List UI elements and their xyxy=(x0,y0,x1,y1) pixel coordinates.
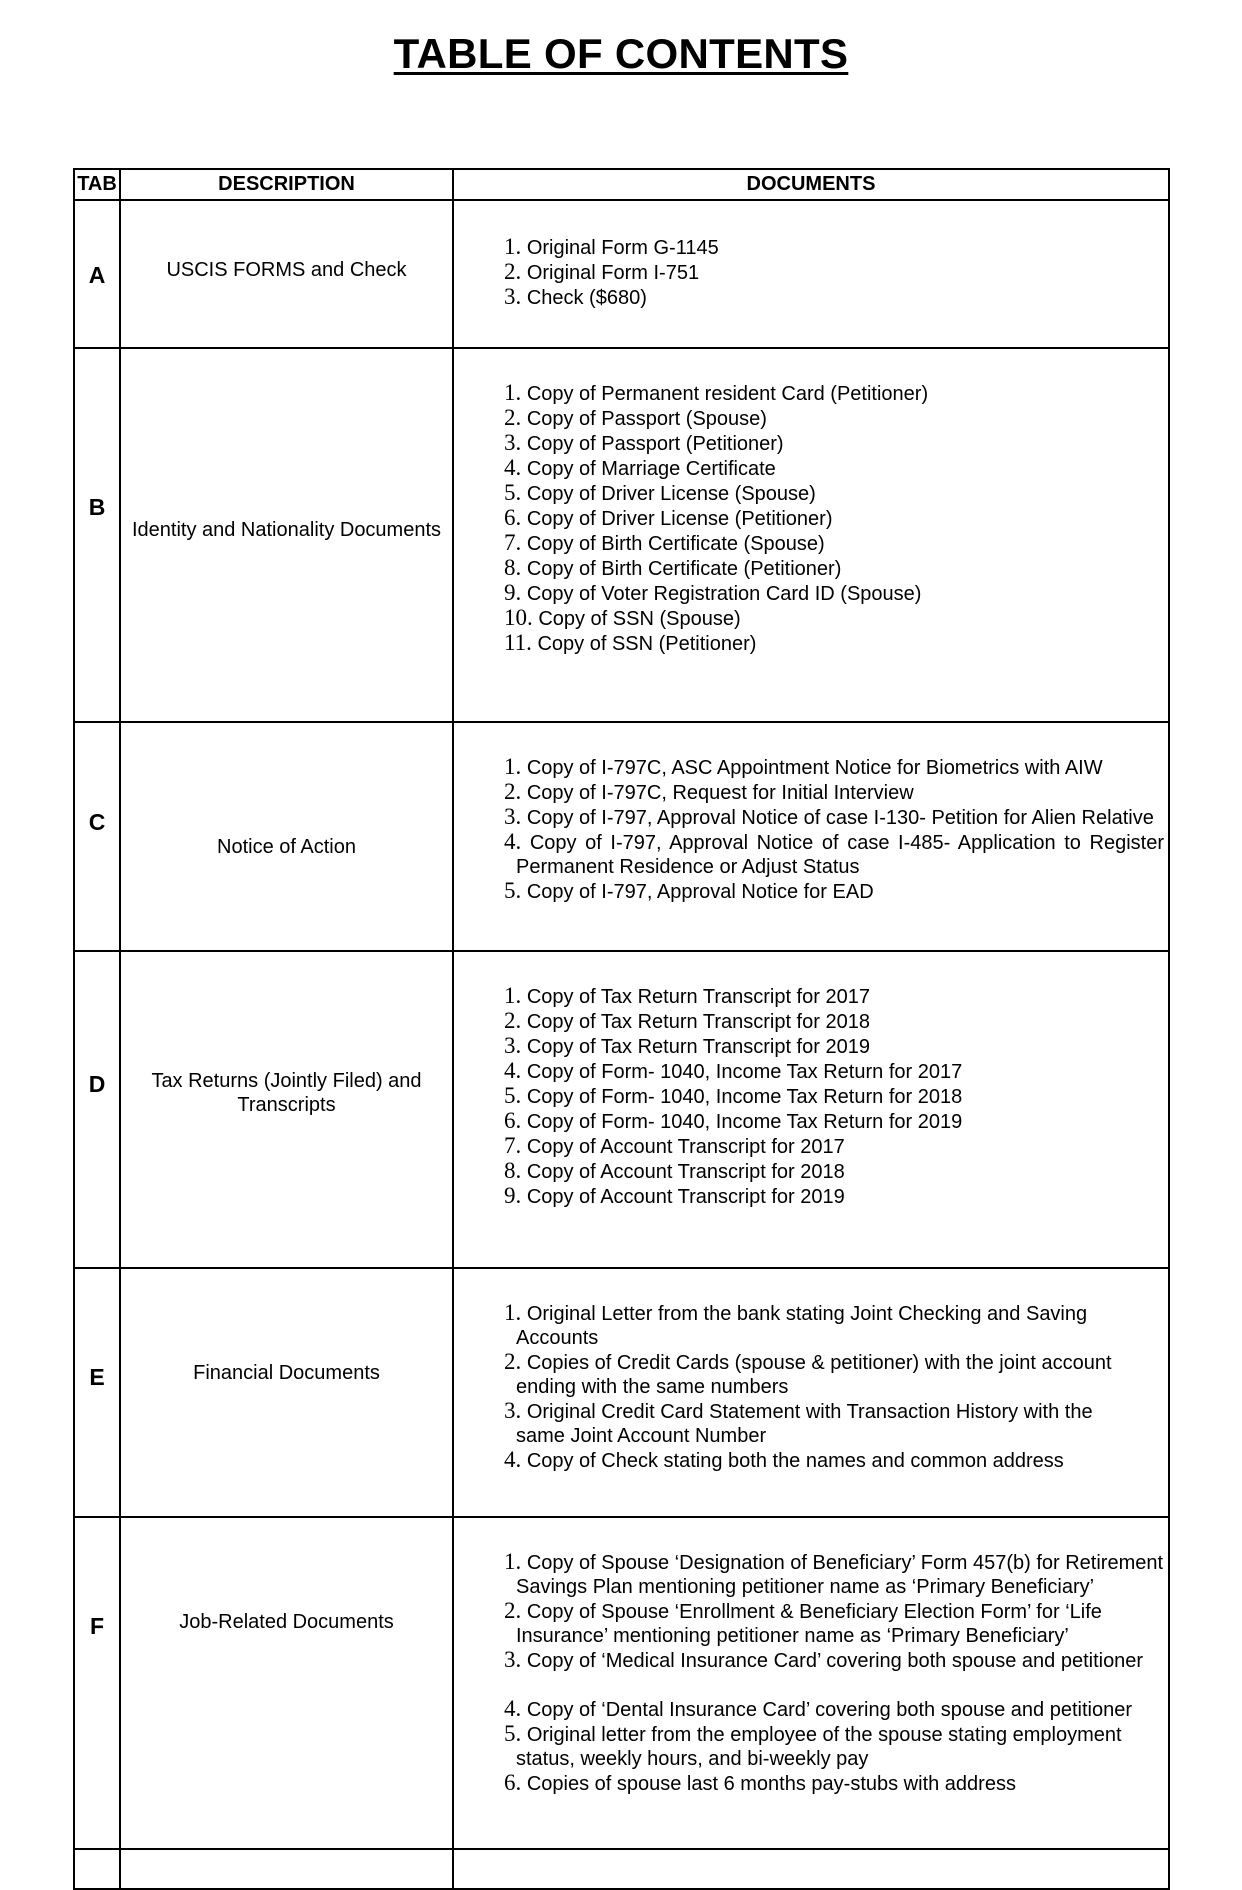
document-list xyxy=(454,1550,1168,1796)
header-tab: TAB xyxy=(74,169,120,200)
table-row xyxy=(74,200,1169,348)
row-description: Notice of Action xyxy=(120,722,453,951)
list-item: 5. Copy of Driver License (Spouse) xyxy=(504,480,816,505)
list-item: 6. Copy of Driver License (Petitioner) xyxy=(504,505,833,530)
list-item: 4. Copy of Check stating both the names and common address xyxy=(504,1447,1064,1472)
table-row xyxy=(74,1517,1169,1849)
list-item: 7. Copy of Account Transcript for 2017 xyxy=(504,1133,845,1158)
list-item: 4. Copy of ‘Dental Insurance Card’ covering both spouse and petitioner xyxy=(504,1696,1132,1721)
table-row xyxy=(74,951,1169,1268)
documents-cell xyxy=(453,1517,1169,1849)
header-row xyxy=(74,169,1169,200)
row-description: Financial Documents xyxy=(120,1268,453,1517)
tab-letter: C xyxy=(74,722,120,951)
list-item: 3. Copy of I-797, Approval Notice of case I-130- Petition for Alien Relative xyxy=(504,804,1154,829)
list-item: 4. Copy of I-797, Approval Notice of case I-485- Application to Register Permanent Residence or Adjust Status xyxy=(504,829,1164,878)
document-list xyxy=(454,984,1168,1209)
list-item: 3. Copy of Tax Return Transcript for 2019 xyxy=(504,1033,870,1058)
document-list xyxy=(454,235,1168,310)
list-item: 6. Copies of spouse last 6 months pay-stubs with address xyxy=(504,1770,1016,1795)
list-item: 3. Copy of ‘Medical Insurance Card’ covering both spouse and petitioner xyxy=(504,1647,1144,1672)
list-item: 4. Copy of Form- 1040, Income Tax Return for 2017 xyxy=(504,1058,963,1083)
list-item: 1. Copy of Tax Return Transcript for 2017 xyxy=(504,983,870,1008)
list-item: 2. Original Form I-751 xyxy=(504,259,700,284)
list-item: 6. Copy of Form- 1040, Income Tax Return for 2019 xyxy=(504,1108,963,1133)
tab-letter: E xyxy=(74,1268,120,1517)
list-spacer xyxy=(492,1673,1168,1697)
list-item: 5. Copy of I-797, Approval Notice for EAD xyxy=(504,878,874,903)
list-item: 1. Copy of Permanent resident Card (Petitioner) xyxy=(504,380,929,405)
list-item: 9. Copy of Account Transcript for 2019 xyxy=(504,1183,845,1208)
documents-cell xyxy=(453,200,1169,348)
documents-cell xyxy=(453,722,1169,951)
tab-letter: D xyxy=(74,951,120,1268)
list-item: 2. Copies of Credit Cards (spouse & petitioner) with the joint account ending with the same numbers xyxy=(504,1349,1112,1398)
list-item: 3. Check ($680) xyxy=(504,284,647,309)
tab-letter: B xyxy=(74,348,120,722)
list-item: 3. Copy of Passport (Petitioner) xyxy=(504,430,784,455)
list-item: 10. Copy of SSN (Spouse) xyxy=(504,605,741,630)
list-item: 4. Copy of Marriage Certificate xyxy=(504,455,776,480)
list-item: 1. Copy of Spouse ‘Designation of Beneficiary’ Form 457(b) for Retirement Savings Plan mentioning petitioner name as ‘Primary Beneficiary’ xyxy=(504,1549,1164,1598)
header-documents: DOCUMENTS xyxy=(453,169,1169,200)
list-item: 1. Original Form G-1145 xyxy=(504,234,719,259)
list-item: 7. Copy of Birth Certificate (Spouse) xyxy=(504,530,825,555)
table-row-partial xyxy=(74,1849,1169,1889)
list-item: 8. Copy of Birth Certificate (Petitioner) xyxy=(504,555,842,580)
document-list xyxy=(454,1301,1168,1473)
empty-cell xyxy=(453,1849,1169,1889)
documents-cell xyxy=(453,951,1169,1268)
row-description: Identity and Nationality Documents xyxy=(120,348,453,722)
table-row xyxy=(74,722,1169,951)
documents-cell xyxy=(453,1268,1169,1517)
list-item: 1. Copy of I-797C, ASC Appointment Notice for Biometrics with AIW xyxy=(504,754,1103,779)
list-item: 2. Copy of Passport (Spouse) xyxy=(504,405,767,430)
list-item: 2. Copy of Tax Return Transcript for 2018 xyxy=(504,1008,870,1033)
list-item: 5. Copy of Form- 1040, Income Tax Return for 2018 xyxy=(504,1083,963,1108)
contents-table xyxy=(73,168,1170,1890)
list-item: 2. Copy of I-797C, Request for Initial Interview xyxy=(504,779,914,804)
header-description: DESCRIPTION xyxy=(120,169,453,200)
table-row xyxy=(74,1268,1169,1517)
list-item: 3. Original Credit Card Statement with Transaction History with the same Joint Account Number xyxy=(504,1398,1093,1447)
row-description: Job-Related Documents xyxy=(120,1517,453,1849)
list-item: 11. Copy of SSN (Petitioner) xyxy=(504,630,757,655)
list-item: 2. Copy of Spouse ‘Enrollment & Beneficiary Election Form’ for ‘Life Insurance’ mentioning petitioner name as ‘Primary Beneficiary’ xyxy=(504,1598,1102,1647)
table-row xyxy=(74,348,1169,722)
list-item: 5. Original letter from the employee of the spouse stating employment status, weekly hours, and bi-weekly pay xyxy=(504,1721,1122,1770)
tab-letter: F xyxy=(74,1517,120,1849)
tab-letter: A xyxy=(74,200,120,348)
empty-cell xyxy=(120,1849,453,1889)
list-item: 9. Copy of Voter Registration Card ID (Spouse) xyxy=(504,580,922,605)
page-title: TABLE OF CONTENTS xyxy=(393,30,849,77)
document-list xyxy=(454,381,1168,656)
document-list xyxy=(454,755,1168,904)
row-description: Tax Returns (Jointly Filed) and Transcripts xyxy=(120,951,453,1268)
list-item: 8. Copy of Account Transcript for 2018 xyxy=(504,1158,845,1183)
row-description: USCIS FORMS and Check xyxy=(120,200,453,348)
empty-cell xyxy=(74,1849,120,1889)
documents-cell xyxy=(453,348,1169,722)
list-item: 1. Original Letter from the bank stating Joint Checking and Saving Accounts xyxy=(504,1300,1088,1349)
